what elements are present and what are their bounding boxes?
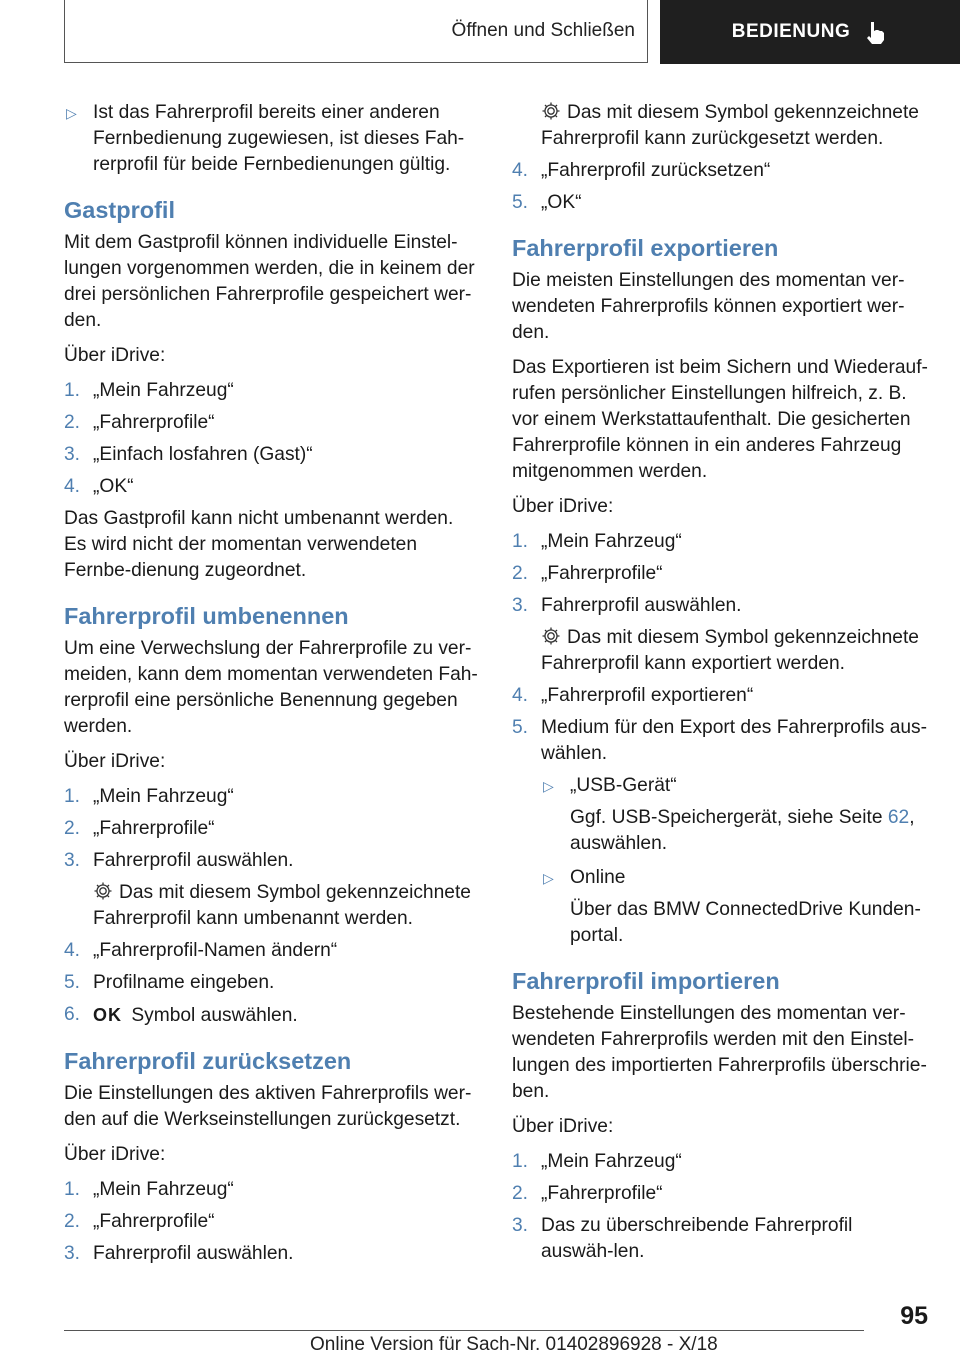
heading-zuruecksetzen: Fahrerprofil zurücksetzen	[64, 1048, 352, 1074]
gear-icon	[541, 101, 561, 121]
idrive-label: Über iDrive:	[64, 751, 166, 772]
paragraph: Mit dem Gastprofil können individuelle Einstel‐lungen vorgenommen werden, die in keinem der drei persönlichen Fahrerprofile gespeichert wer‐den.	[64, 232, 475, 331]
triangle-bullet-icon: ▷	[543, 778, 554, 794]
list-item: 5. Profilname eingeben.	[64, 972, 275, 993]
section-title: Öffnen und Schließen	[64, 0, 648, 63]
heading-gastprofil: Gastprofil	[64, 197, 175, 223]
page-header	[64, 0, 960, 64]
heading-umbenennen: Fahrerprofil umbenennen	[64, 603, 349, 629]
triangle-bullet-icon: ▷	[543, 870, 554, 886]
steps-import	[512, 1149, 928, 1265]
pointing-hand-icon	[862, 19, 888, 45]
list-item: 4. „Fahrerprofil exportieren“	[512, 685, 754, 706]
steps-rename	[64, 784, 480, 874]
intro-bullet: ▷ Ist das Fahrerprofil bereits einer anderen Fernbedienung zugewiesen, ist dieses Fah‐rerprofil für beide Fernbedienungen gültig.	[66, 102, 465, 175]
paragraph: Die Einstellungen des aktiven Fahrerprofils wer‐den auf die Werkseinstellungen zurückgesetzt.	[64, 1083, 472, 1130]
paragraph: Das Gastprofil kann nicht umbenannt werden. Es wird nicht der momentan verwendeten Fernbe‐dienung zugeordnet.	[64, 508, 454, 581]
chapter-title: BEDIENUNG	[731, 21, 851, 42]
list-item: 3. Das zu überschreibende Fahrerprofil auswäh‐len.	[512, 1215, 853, 1262]
list-item: 4. „OK“	[64, 476, 134, 497]
paragraph: Um eine Verwechslung der Fahrerprofile zu ver‐meiden, kann dem momentan verwendeten Fah‐rerprofil eine persönliche Benennung gegeben werden.	[64, 638, 478, 737]
list-item: 6. OK Symbol auswählen.	[64, 1004, 298, 1026]
paragraph: Die meisten Einstellungen des momentan ver‐wendeten Fahrerprofils können exportiert wer‐den.	[512, 270, 905, 343]
list-item: 5. Medium für den Export des Fahrerprofils aus‐wählen.	[512, 717, 928, 764]
gear-note: Das mit diesem Symbol gekennzeichnete Fahrerprofil kann umbenannt werden.	[93, 882, 471, 929]
list-item: 2. „Fahrerprofile“	[512, 563, 663, 584]
ok-symbol-icon: OK	[93, 1005, 122, 1025]
idrive-label: Über iDrive:	[64, 1144, 166, 1165]
chapter-tab[interactable]	[660, 0, 960, 64]
list-item: 1. „Mein Fahrzeug“	[64, 1179, 234, 1200]
list-item: 2. „Fahrerprofile“	[64, 412, 215, 433]
left-column	[64, 100, 480, 1273]
list-item: 1. „Mein Fahrzeug“	[64, 786, 234, 807]
triangle-bullet-icon: ▷	[66, 105, 77, 121]
list-item: 3. Fahrerprofil auswählen.	[64, 1243, 294, 1264]
list-item: ▷ „USB-Gerät“	[541, 773, 928, 799]
export-options	[541, 773, 928, 949]
list-item: 4. „Fahrerprofil zurücksetzen“	[512, 160, 771, 181]
list-item: 1. „Mein Fahrzeug“	[512, 531, 682, 552]
list-item: ▷ Online	[541, 865, 928, 891]
steps-export-cont	[512, 683, 928, 767]
steps-gast	[64, 378, 480, 500]
list-item: 3. „Einfach losfahren (Gast)“	[64, 444, 313, 465]
footer-divider	[64, 1330, 864, 1331]
list-item: 2. „Fahrerprofile“	[64, 818, 215, 839]
list-item: 2. „Fahrerprofile“	[64, 1211, 215, 1232]
list-item: 5. „OK“	[512, 192, 582, 213]
page-link[interactable]: 62	[887, 807, 910, 828]
footer-text: Online Version für Sach-Nr. 01402896928 - X/18	[310, 1334, 718, 1355]
heading-importieren: Fahrerprofil importieren	[512, 968, 780, 994]
usb-description: Ggf. USB-Speichergerät, siehe Seite 62, auswählen.	[570, 807, 915, 854]
steps-rename-cont	[64, 938, 480, 1029]
list-item: 4. „Fahrerprofil-Namen ändern“	[64, 940, 338, 961]
list-item: 3. Fahrerprofil auswählen.	[64, 850, 294, 871]
idrive-label: Über iDrive:	[512, 496, 614, 517]
paragraph: Bestehende Einstellungen des momentan ver‐wendeten Fahrerprofils werden mit den Einstel‐lungen des importierten Fahrerprofils überschrie‐ben.	[512, 1003, 927, 1102]
idrive-label: Über iDrive:	[512, 1116, 614, 1137]
gear-note: Das mit diesem Symbol gekennzeichnete Fahrerprofil kann exportiert werden.	[541, 627, 919, 674]
right-column	[512, 100, 928, 1271]
list-item: 1. „Mein Fahrzeug“	[512, 1151, 682, 1172]
heading-exportieren: Fahrerprofil exportieren	[512, 235, 779, 261]
steps-reset	[64, 1177, 480, 1267]
gear-icon	[541, 626, 561, 646]
steps-reset-cont	[512, 158, 928, 216]
steps-export	[512, 529, 928, 619]
list-item: 1. „Mein Fahrzeug“	[64, 380, 234, 401]
page-number: 95	[900, 1302, 928, 1330]
idrive-label: Über iDrive:	[64, 345, 166, 366]
list-item: 3. Fahrerprofil auswählen.	[512, 595, 742, 616]
list-item: 2. „Fahrerprofile“	[512, 1183, 663, 1204]
online-description: Über das BMW ConnectedDrive Kunden‐portal.	[570, 899, 921, 946]
gear-note: Das mit diesem Symbol gekennzeichnete Fahrerprofil kann zurückgesetzt werden.	[541, 102, 919, 149]
gear-icon	[93, 881, 113, 901]
paragraph: Das Exportieren ist beim Sichern und Wiederauf‐rufen persönlicher Einstellungen hilfreich, z. B. vor einem Werkstattaufenthalt. Die gesicherten Fahrerprofile können in ein anderes Fahrzeug mitgenommen werden.	[512, 357, 928, 482]
